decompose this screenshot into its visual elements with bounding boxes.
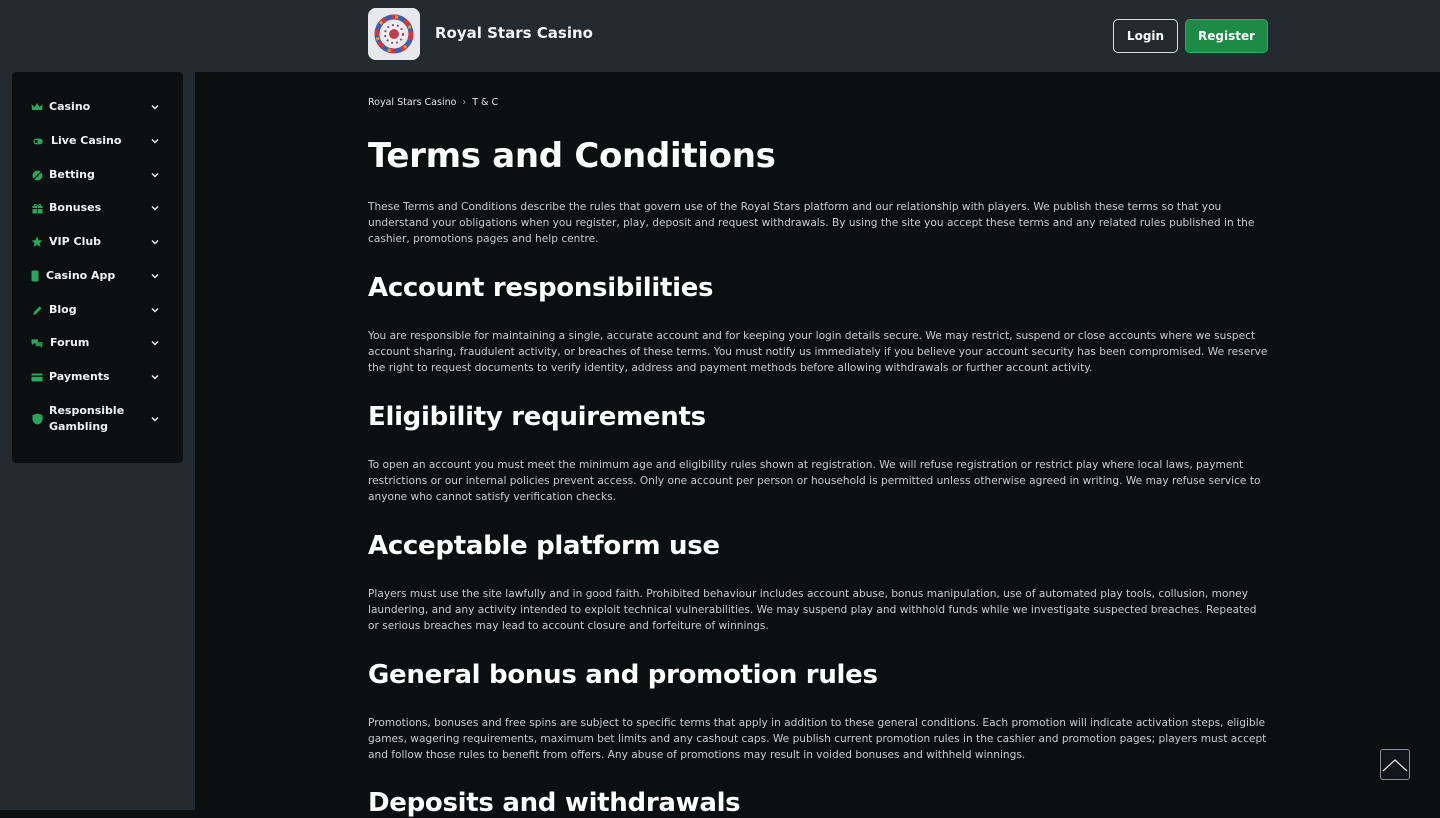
sidebar-item-label: Responsible Gambling	[49, 404, 125, 433]
sidebar-item-label: Payments	[49, 370, 110, 383]
sidebar-item-casino[interactable]	[12, 90, 183, 124]
chevron-down-icon[interactable]	[151, 306, 159, 314]
sidebar-nav	[12, 72, 183, 463]
star-icon	[31, 236, 43, 248]
chevron-down-icon[interactable]	[151, 272, 159, 280]
gift-icon	[31, 202, 43, 214]
sidebar-item-label: Casino	[49, 100, 91, 113]
sidebar-item-label: Blog	[49, 303, 77, 316]
chevron-down-icon[interactable]	[151, 373, 159, 381]
brand-name[interactable]: Royal Stars Casino	[435, 24, 593, 42]
chevron-up-icon	[1382, 758, 1408, 772]
sidebar-item-vip-club[interactable]	[12, 225, 183, 259]
live-toggle-icon	[31, 135, 43, 147]
section-heading: General bonus and promotion rules	[368, 660, 878, 690]
card-icon	[31, 371, 43, 383]
chevron-down-icon[interactable]	[151, 415, 159, 423]
phone-icon	[29, 270, 41, 282]
intro-paragraph: These Terms and Conditions describe the rules that govern use of the Royal Stars platform and our relationship with players. We publish these terms so that you understand your obligations when you register, play, deposit and request withdrawals. By using the site you accept these terms and any related rules published in the cashier, promotions pages and help centre.	[368, 201, 1255, 245]
chevron-down-icon[interactable]	[151, 339, 159, 347]
casino-logo[interactable]	[368, 8, 420, 60]
main-content	[195, 72, 1440, 810]
sidebar-item-label: Casino App	[46, 269, 116, 282]
breadcrumb-home-link[interactable]: Royal Stars Casino	[368, 97, 457, 108]
section-paragraph: Players must use the site lawfully and in good faith. Prohibited behaviour includes account abuse, bonus manipulation, use of automated play tools, collusion, money laundering, and any activity intended to exploit technical vulnerabilities. We may suspend play and withhold funds while we investigate suspected breaches. Repeated or serious breaches may lead to account closure and forfeiture of winnings.	[368, 588, 1257, 632]
section-heading: Eligibility requirements	[368, 402, 706, 432]
chevron-down-icon[interactable]	[151, 103, 159, 111]
sidebar-item-forum[interactable]	[12, 326, 183, 360]
chevron-down-icon[interactable]	[151, 171, 159, 179]
page-title: Terms and Conditions	[368, 136, 776, 176]
sidebar-item-casino-app[interactable]	[12, 259, 183, 293]
section-heading: Acceptable platform use	[368, 531, 720, 561]
sidebar-item-label: Forum	[50, 336, 90, 349]
section-heading: Account responsibilities	[368, 273, 714, 303]
section-paragraph: To open an account you must meet the minimum age and eligibility rules shown at registration. We will refuse registration or restrict play where local laws, payment restrictions or our internal policies prevent access. Only one account per person or household is permitted unless otherwise agreed in writing. We may refuse service to anyone who cannot satisfy verification checks.	[368, 459, 1261, 503]
section-heading: Deposits and withdrawals	[368, 788, 741, 818]
ball-icon	[31, 169, 43, 181]
chevron-down-icon[interactable]	[151, 204, 159, 212]
crown-icon	[31, 101, 43, 113]
chevron-down-icon[interactable]	[151, 137, 159, 145]
breadcrumb-separator: ›	[462, 97, 467, 108]
chevron-down-icon[interactable]	[151, 238, 159, 246]
chat-icon	[31, 337, 43, 349]
sidebar-item-payments[interactable]	[12, 360, 183, 394]
breadcrumb-current: T & C	[472, 97, 499, 108]
register-button[interactable]: Register	[1185, 19, 1268, 53]
breadcrumb	[368, 97, 498, 108]
login-button[interactable]: Login	[1113, 19, 1178, 53]
logo-wreath-image	[368, 8, 420, 60]
top-header	[0, 0, 1440, 72]
sidebar-item-label: Betting	[49, 168, 95, 181]
sidebar-item-live-casino[interactable]	[12, 124, 183, 158]
pen-icon	[31, 304, 43, 316]
section-paragraph: Promotions, bonuses and free spins are subject to specific terms that apply in addition to these general conditions. Each promotion will indicate activation steps, eligible games, wagering requirements, maximum bet limits and any cashout caps. We publish current promotion rules in the cashier and promotion pages; players must accept and follow those rules to benefit from offers. Any abuse of promotions may result in voided bonuses and withheld winnings.	[368, 717, 1267, 761]
sidebar-item-blog[interactable]	[12, 293, 183, 327]
scroll-to-top-button[interactable]	[1380, 749, 1410, 780]
sidebar-item-label: VIP Club	[49, 235, 102, 248]
sidebar-item-label: Live Casino	[51, 134, 122, 147]
sidebar-item-responsible-gambling[interactable]	[12, 401, 183, 437]
sidebar-item-bonuses[interactable]	[12, 191, 183, 225]
sidebar-item-label: Bonuses	[49, 201, 102, 214]
sidebar-item-betting[interactable]	[12, 158, 183, 192]
section-paragraph: You are responsible for maintaining a single, accurate account and for keeping your login details secure. We may restrict, suspend or close accounts where we suspect account sharing, fraudulent activity, or breaches of these terms. You must notify us immediately if you believe your account security has been compromised. We reserve the right to request documents to verify identity, address and payment methods before allowing withdrawals or further account activity.	[368, 330, 1268, 374]
shield-icon	[31, 413, 43, 425]
